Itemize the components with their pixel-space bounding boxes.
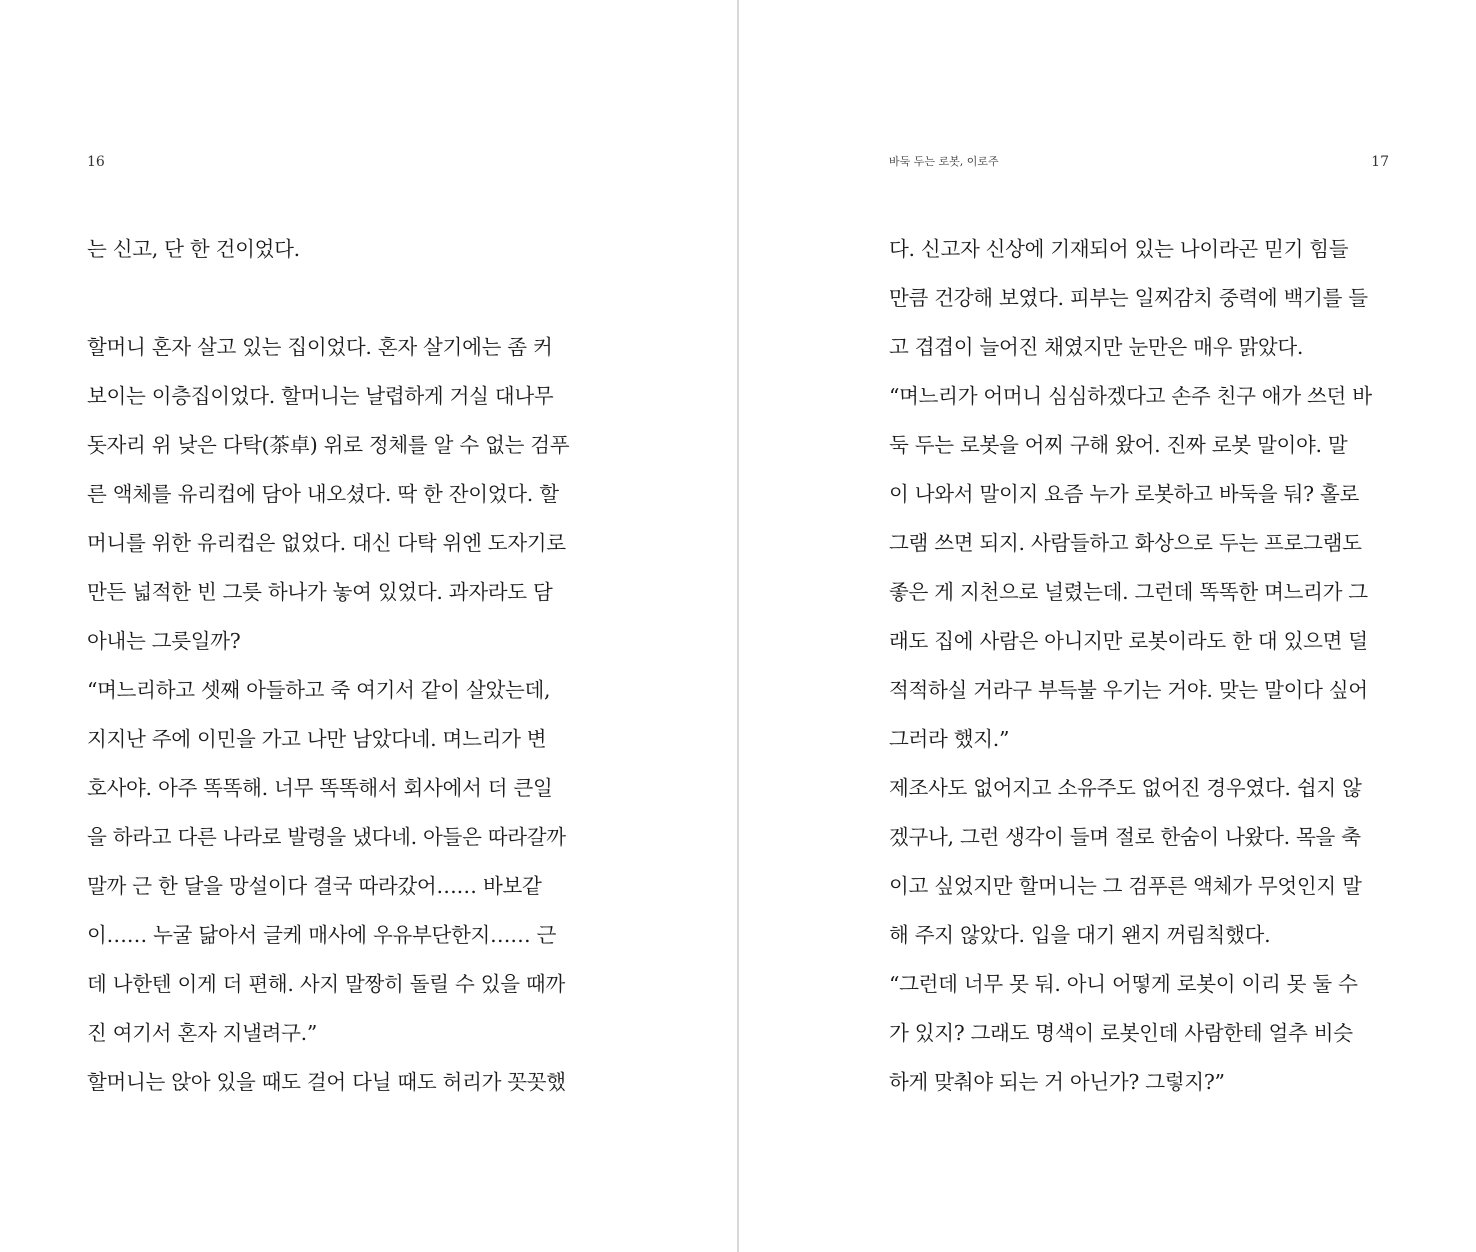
- text-line: 그러라 했지.”: [889, 727, 1010, 751]
- right-page: [739, 0, 1476, 1252]
- left-page: [0, 0, 737, 1252]
- text-line: 보이는 이층집이었다. 할머니는 날렵하게 거실 대나무: [87, 384, 554, 408]
- text-line: 이고 싶었지만 할머니는 그 검푸른 액체가 무엇인지 말: [889, 874, 1362, 898]
- text-line: 해 주지 않았다. 입을 대기 왠지 꺼림칙했다.: [889, 923, 1271, 947]
- text-line: 른 액체를 유리컵에 담아 내오셨다. 딱 한 잔이었다. 할: [87, 482, 559, 506]
- text-line: 지지난 주에 이민을 가고 나만 남았다네. 며느리가 변: [87, 727, 547, 751]
- text-line: 그램 쓰면 되지. 사람들하고 화상으로 두는 프로그램도: [889, 531, 1362, 555]
- text-line: 래도 집에 사람은 아니지만 로봇이라도 한 대 있으면 덜: [889, 629, 1368, 653]
- text-line: 머니를 위한 유리컵은 없었다. 대신 다탁 위엔 도자기로: [87, 531, 566, 555]
- text-line: 만든 넓적한 빈 그릇 하나가 놓여 있었다. 과자라도 담: [87, 580, 553, 604]
- text-line: 아내는 그릇일까?: [87, 629, 241, 653]
- text-line: 이 나와서 말이지 요즘 누가 로봇하고 바둑을 둬? 홀로: [889, 482, 1359, 506]
- text-line: 데 나한텐 이게 더 편해. 사지 말짱히 돌릴 수 있을 때까: [87, 972, 565, 996]
- text-line: 적적하실 거라구 부득불 우기는 거야. 맞는 말이다 싶어: [889, 678, 1368, 702]
- running-head: 바둑 두는 로봇, 이로주: [889, 155, 999, 168]
- text-line: “그런데 너무 못 둬. 아니 어떻게 로봇이 이리 못 둘 수: [889, 972, 1358, 996]
- page-number: 17: [1371, 154, 1389, 170]
- text-line: 호사야. 아주 똑똑해. 너무 똑똑해서 회사에서 더 큰일: [87, 776, 553, 800]
- text-line: 말까 근 한 달을 망설이다 결국 따라갔어…… 바보같: [87, 874, 542, 898]
- text-line: “며느리하고 셋째 아들하고 죽 여기서 같이 살았는데,: [87, 678, 551, 702]
- text-line: “며느리가 어머니 심심하겠다고 손주 친구 애가 쓰던 바: [889, 384, 1372, 408]
- paragraph-break: [87, 274, 587, 323]
- body-text: [87, 225, 587, 1107]
- body-text: [889, 225, 1389, 1107]
- text-line: 제조사도 없어지고 소유주도 없어진 경우였다. 쉽지 않: [889, 776, 1362, 800]
- text-line: 이…… 누굴 닮아서 글케 매사에 우유부단한지…… 근: [87, 923, 557, 947]
- text-line: 둑 두는 로봇을 어찌 구해 왔어. 진짜 로봇 말이야. 말: [889, 433, 1348, 457]
- text-line: 는 신고, 단 한 건이었다.: [87, 237, 300, 261]
- text-line: 하게 맞춰야 되는 거 아닌가? 그렇지?”: [889, 1070, 1225, 1094]
- text-line: 할머니 혼자 살고 있는 집이었다. 혼자 살기에는 좀 커: [87, 335, 553, 359]
- text-line: 고 겹겹이 늘어진 채였지만 눈만은 매우 맑았다.: [889, 335, 1304, 359]
- page-number: 16: [87, 154, 105, 170]
- text-line: 겠구나, 그런 생각이 들며 절로 한숨이 나왔다. 목을 축: [889, 825, 1361, 849]
- text-line: 가 있지? 그래도 명색이 로봇인데 사람한테 얼추 비슷: [889, 1021, 1353, 1045]
- text-line: 다. 신고자 신상에 기재되어 있는 나이라곤 믿기 힘들: [889, 237, 1349, 261]
- text-line: 돗자리 위 낮은 다탁(茶卓) 위로 정체를 알 수 없는 검푸: [87, 433, 570, 457]
- text-line: 만큼 건강해 보였다. 피부는 일찌감치 중력에 백기를 들: [889, 286, 1368, 310]
- text-line: 을 하라고 다른 나라로 발령을 냈다네. 아들은 따라갈까: [87, 825, 566, 849]
- text-line: 진 여기서 혼자 지낼려구.”: [87, 1021, 318, 1045]
- text-line: 좋은 게 지천으로 널렸는데. 그런데 똑똑한 며느리가 그: [889, 580, 1368, 604]
- text-line: 할머니는 앉아 있을 때도 걸어 다닐 때도 허리가 꼿꼿했: [87, 1070, 566, 1094]
